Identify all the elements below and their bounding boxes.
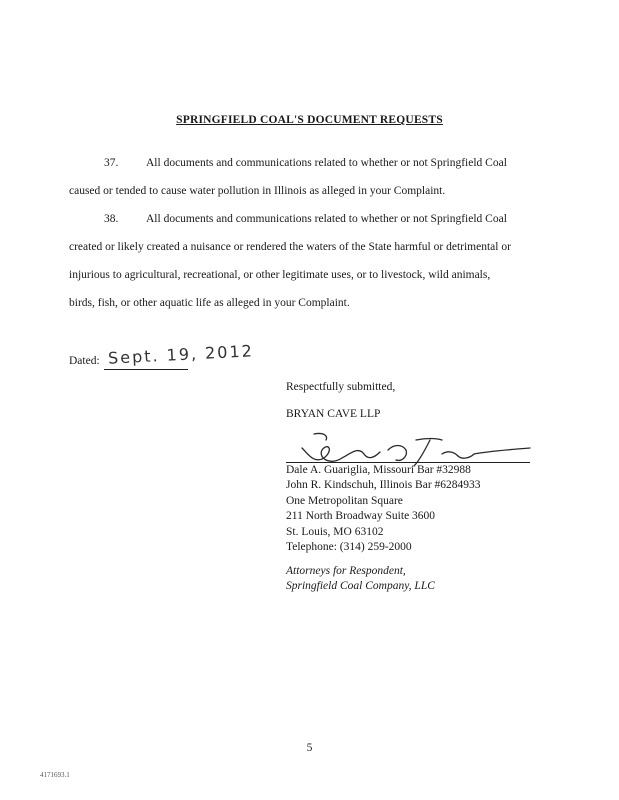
request-text-line: All documents and communications related to whether or not Springfield Coal [146,213,507,225]
request-text-line: All documents and communications related to whether or not Springfield Coal [146,157,507,169]
request-text-line: caused or tended to cause water pollution in Illinois as alleged in your Complaint. [69,185,446,197]
request-text-line: injurious to agricultural, recreational, or other legitimate uses, or to livestock, wild animals, [69,269,491,281]
date-underline [104,369,188,370]
attorneys-for: Attorneys for Respondent, [286,565,406,577]
signer-name: Dale A. Guariglia, Missouri Bar #32988 [286,464,471,476]
telephone: Telephone: (314) 259-2000 [286,541,412,553]
document-heading: SPRINGFIELD COAL'S DOCUMENT REQUESTS [176,114,443,126]
signer-name: John R. Kindschuh, Illinois Bar #6284933 [286,479,481,491]
request-text-line: birds, fish, or other aquatic life as alleged in your Complaint. [69,297,350,309]
request-number: 38. [104,213,119,225]
address-line: One Metropolitan Square [286,495,403,507]
address-line: 211 North Broadway Suite 3600 [286,510,436,522]
dated-label: Dated: [69,355,100,367]
page-number: 5 [306,742,313,754]
handwritten-date: Sept. 19, 2012 [107,341,255,368]
closing: Respectfully submitted, [286,381,396,393]
address-line: St. Louis, MO 63102 [286,526,384,538]
signature-line [286,462,530,463]
attorneys-for: Springfield Coal Company, LLC [286,580,435,592]
footer-document-code: 4171693.1 [40,771,70,779]
request-number: 37. [104,157,119,169]
firm-name: BRYAN CAVE LLP [286,408,381,420]
request-text-line: created or likely created a nuisance or rendered the waters of the State harmful or detrimental or [69,241,511,253]
